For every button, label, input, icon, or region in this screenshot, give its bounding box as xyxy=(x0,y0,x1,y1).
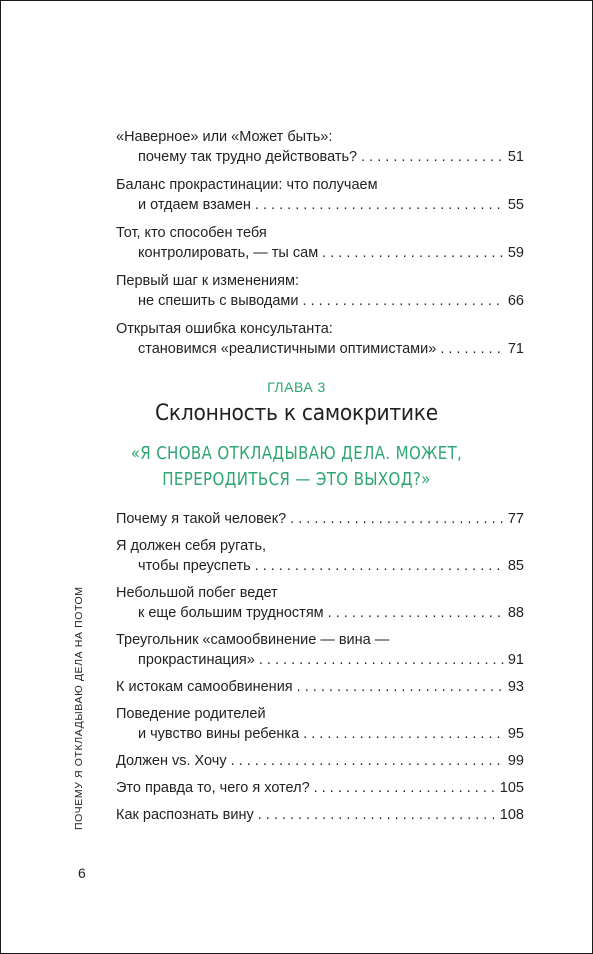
dot-leader xyxy=(328,603,504,623)
toc-bottom xyxy=(116,509,524,832)
toc-entry-title: К истокам самообвинения xyxy=(116,679,293,695)
toc-entry xyxy=(116,805,524,825)
dot-leader xyxy=(303,724,504,744)
toc-page-number: 108 xyxy=(499,807,524,823)
toc-entry-title: Баланс прокрастинации: что получаем xyxy=(116,177,378,193)
running-head: ПОЧЕМУ Я ОТКЛАДЫВАЮ ДЕЛА НА ПОТОМ xyxy=(73,586,85,830)
chapter-subtitle-line: «Я СНОВА ОТКЛАДЫВАЮ ДЕЛА. МОЖЕТ, xyxy=(130,444,463,464)
toc-page-number: 105 xyxy=(499,780,524,796)
toc-entry xyxy=(116,319,524,359)
toc-entry xyxy=(116,704,524,744)
toc-page-number: 88 xyxy=(507,605,524,621)
toc-entry xyxy=(116,583,524,623)
toc-page-number: 55 xyxy=(507,197,524,213)
dot-leader xyxy=(322,243,504,263)
toc-page-number: 99 xyxy=(507,753,524,769)
toc-entry-title: Это правда то, чего я хотел? xyxy=(116,780,310,796)
toc-entry-title: «Наверное» или «Может быть»: xyxy=(116,129,333,145)
toc-entry xyxy=(116,536,524,576)
toc-entry xyxy=(116,630,524,670)
toc-entry-title-cont: и отдаем взамен xyxy=(138,197,251,213)
toc-entry-title-cont: почему так трудно действовать? xyxy=(138,149,358,165)
chapter-label: ГЛАВА 3 xyxy=(267,379,326,395)
toc-entry xyxy=(116,778,524,798)
toc-entry-title: Треугольник «самообвинение — вина — xyxy=(116,632,390,648)
toc-entry-title: Тот, кто способен тебя xyxy=(116,225,267,241)
dot-leader xyxy=(314,778,496,798)
toc-page-number: 95 xyxy=(507,726,524,742)
toc-entry xyxy=(116,175,524,215)
dot-leader xyxy=(259,650,504,670)
toc-entry-title: Должен vs. Хочу xyxy=(116,753,227,769)
chapter-subtitle-line: ПЕРЕРОДИТЬСЯ — ЭТО ВЫХОД?» xyxy=(162,470,431,490)
dot-leader xyxy=(255,195,504,215)
dot-leader xyxy=(255,556,504,576)
toc-entry xyxy=(116,223,524,263)
dot-leader xyxy=(290,509,504,529)
page-number: 6 xyxy=(78,865,86,881)
dot-leader xyxy=(297,677,504,697)
toc-entry-title-cont: становимся «реалистичными оптимистами» xyxy=(138,341,437,357)
dot-leader xyxy=(440,339,504,359)
toc-page-number: 91 xyxy=(507,652,524,668)
dot-leader xyxy=(231,751,504,771)
toc-page-number: 59 xyxy=(507,245,524,261)
toc-page-number: 71 xyxy=(507,341,524,357)
toc-page-number: 66 xyxy=(507,293,524,309)
toc-entry-title: Открытая ошибка консультанта: xyxy=(116,321,333,337)
dot-leader xyxy=(258,805,496,825)
toc-top xyxy=(116,127,524,367)
toc-entry-title-cont: контролировать, — ты сам xyxy=(138,245,319,261)
toc-entry xyxy=(116,127,524,167)
toc-entry-title-cont: прокрастинация» xyxy=(138,652,255,668)
toc-entry-title-cont: не спешить с выводами xyxy=(138,293,299,309)
toc-entry xyxy=(116,509,524,529)
chapter-title: Склонность к самокритике xyxy=(155,401,438,426)
toc-entry xyxy=(116,271,524,311)
toc-entry-title: Как распознать вину xyxy=(116,807,254,823)
toc-page-number: 51 xyxy=(507,149,524,165)
dot-leader xyxy=(361,147,504,167)
toc-entry-title: Первый шаг к изменениям: xyxy=(116,273,299,289)
toc-page-number: 93 xyxy=(507,679,524,695)
toc-entry xyxy=(116,751,524,771)
toc-entry-title-cont: к еще большим трудностям xyxy=(138,605,324,621)
toc-entry xyxy=(116,677,524,697)
toc-entry-title: Почему я такой человек? xyxy=(116,511,287,527)
toc-page-number: 85 xyxy=(507,558,524,574)
toc-page-number: 77 xyxy=(507,511,524,527)
toc-entry-title: Поведение родителей xyxy=(116,706,266,722)
toc-entry-title: Небольшой побег ведет xyxy=(116,585,278,601)
toc-entry-title-cont: и чувство вины ребенка xyxy=(138,726,300,742)
toc-entry-title: Я должен себя ругать, xyxy=(116,538,267,554)
dot-leader xyxy=(303,291,504,311)
chapter-subtitle xyxy=(42,441,550,493)
toc-entry-title-cont: чтобы преуспеть xyxy=(138,558,251,574)
